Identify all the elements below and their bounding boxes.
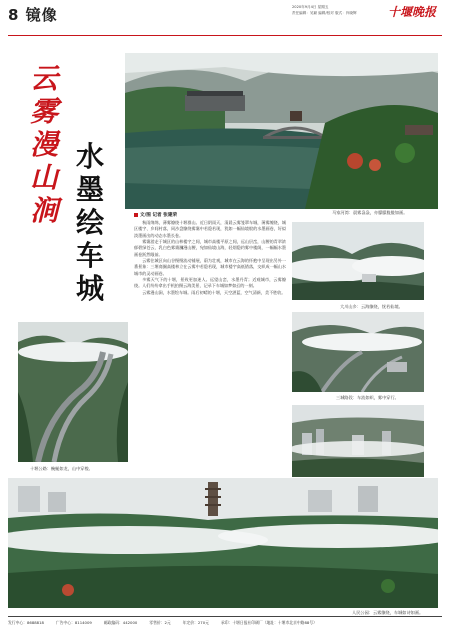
title-red-char: 雾 bbox=[30, 95, 59, 128]
article-paragraph: 云雾往城区向山谷慢慢流动铺展，蔚为壮观，城市在云海的怀抱中呈现出另外一番景象：三堰商圈高楼林立在云雾中若隐若现，城市楼宇高低错落，交织成一幅山水城市的灵动画卷。 bbox=[134, 258, 286, 276]
byline bbox=[134, 212, 177, 218]
photo-pagoda-park bbox=[8, 478, 438, 608]
article-paragraph: 多雾天气下的十堰，景致更加迷人。远望山峦，水墨丹青；近观城市，云雾缭绕。人们纷纷拿出手机拍摄云海美景，记录下车城如梦如幻的一刻。 bbox=[134, 277, 286, 289]
article-paragraph: 雾霭游走于城区的山林楼宇之间，城市高楼平原之间，远山层峦，山腰的青翠浓郁碧绿苍云，乳白色雾霭瀰漫山腰，宛如仙境山海，轻烟隐约雾中楼阁，一幅幅水墨画卷跃然眼前。 bbox=[134, 239, 286, 257]
footer-item: 邮政编码：442000 bbox=[103, 620, 138, 625]
byline-text: 文/图 记者 张建荣 bbox=[140, 213, 178, 218]
footer-item: 年定价：270元 bbox=[182, 620, 209, 625]
photo-lake-bridge bbox=[125, 53, 438, 209]
page-number-value: 8 bbox=[8, 6, 20, 24]
section-name: 镜像 bbox=[25, 6, 58, 24]
newspaper-logo: 十堰晚报 bbox=[388, 5, 437, 19]
title-red-char: 漫 bbox=[30, 128, 59, 161]
caption-photo-1: 马家河湾：晨雾袅袅，亦朦朦胧胧如画。 bbox=[332, 210, 408, 215]
title-black-char: 城 bbox=[76, 272, 105, 305]
page-number bbox=[8, 4, 58, 25]
title-red-column bbox=[30, 62, 72, 227]
header-meta bbox=[292, 4, 357, 16]
caption-photo-3: 三城路段：车流如织，雾中穿行。 bbox=[336, 395, 399, 400]
photo-cloud-sea bbox=[292, 222, 424, 300]
date-line: 2020年9月4日 星期五 bbox=[292, 5, 329, 9]
title-red-char: 云 bbox=[30, 62, 59, 95]
article-paragraph: 秋雨绵绵，薄雾缭绕十堰群山。近日阴雨天，清晨云雾笼罩车城，薄雾缠绕，城区楼宇、乡间村落，同沙盘缭绕雾霭中若隐若现，犹如一幅仙境般的水墨画卷，好似淡墨画出的动态水墨长卷。 bbox=[134, 220, 286, 238]
editor-line: 责任编辑：吴颖 编辑/校对 版式：肖晓辉 bbox=[292, 11, 357, 15]
byline-marker bbox=[134, 213, 138, 217]
article-paragraph: 云雾漫山涧，水墨绘车城。雨后初晴的十堰，天空湛蓝，空气清新，美不胜收。 bbox=[142, 289, 286, 295]
title-black-char: 墨 bbox=[76, 173, 105, 206]
photo-winding-highway bbox=[18, 322, 128, 462]
title-black-char: 绘 bbox=[76, 206, 105, 239]
footer-item: 零售价：2元 bbox=[149, 620, 171, 625]
photo-road-valley bbox=[292, 312, 424, 392]
title-black-column bbox=[76, 140, 116, 305]
title-red-char: 涧 bbox=[30, 194, 59, 227]
article-body bbox=[134, 220, 286, 296]
footer-item: 承印：十堰日报社印刷厂（地址：十堰市北京中路88号） bbox=[220, 620, 317, 625]
footer-rule bbox=[8, 616, 442, 617]
caption-photo-2: 大川山乡：云海缭绕，恍若仙境。 bbox=[340, 304, 403, 309]
photo-city-fog bbox=[292, 405, 424, 477]
title-black-char: 水 bbox=[76, 140, 105, 173]
footer bbox=[8, 620, 442, 626]
caption-photo-5: 十堰公路：蜿蜒如龙，山中穿梭。 bbox=[30, 466, 93, 471]
title-black-char: 车 bbox=[76, 239, 105, 272]
footer-item: 发行中心：8688818 bbox=[8, 620, 44, 625]
caption-photo-6: 人民公园：云雾缭绕，车城如诗如画。 bbox=[352, 610, 424, 615]
footer-item: 广告中心：8114009 bbox=[55, 620, 92, 625]
title-red-char: 山 bbox=[30, 161, 59, 194]
header-rule bbox=[8, 35, 442, 36]
